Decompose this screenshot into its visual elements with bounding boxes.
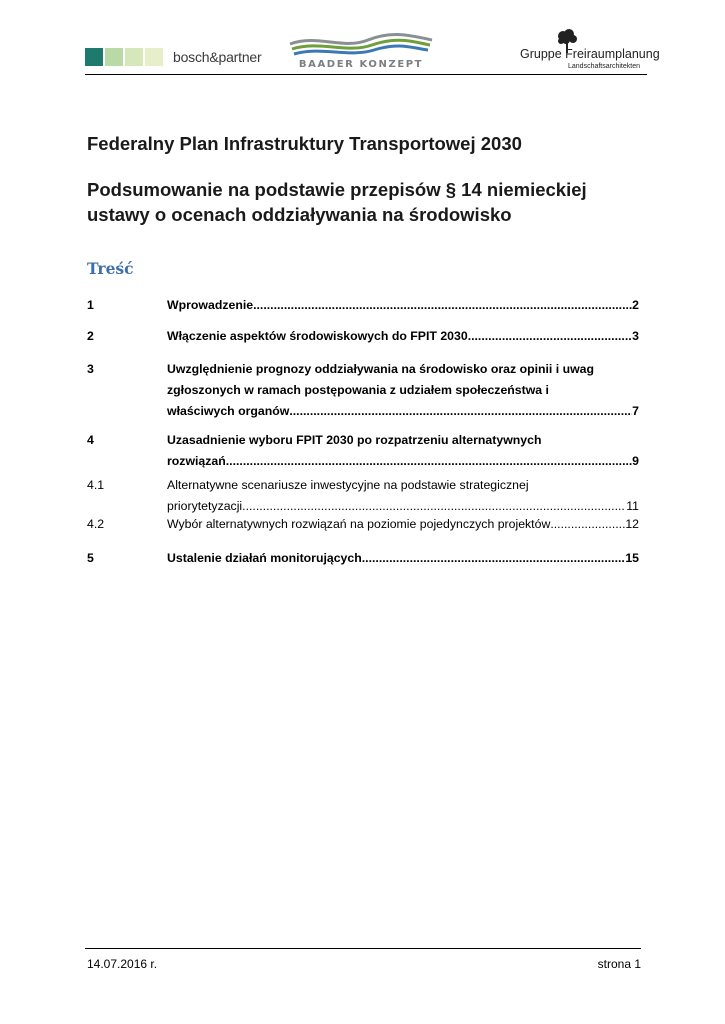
toc-entry-title: właściwych organów	[167, 404, 290, 418]
toc-entry-page: 9	[632, 454, 639, 468]
footer-date: 14.07.2016 r.	[87, 957, 158, 971]
toc-entry-title: priorytetyzacji	[167, 499, 243, 513]
landschaftsarchitekten-logo-text: Landschaftsarchitekten	[568, 63, 640, 70]
toc-entry-line	[167, 548, 639, 569]
toc-entry-number: 4.2	[87, 517, 105, 531]
toc-leader-dots	[289, 401, 632, 422]
toc-entry-page: 12	[625, 517, 639, 531]
toc-entry-page: 15	[625, 551, 639, 565]
toc-entry-title-line: Alternatywne scenariusze inwestycyjne na podstawie strategicznej	[167, 478, 529, 492]
toc-leader-dots	[550, 514, 625, 535]
logo-square	[145, 48, 163, 66]
toc-entry-page: 7	[632, 404, 639, 418]
toc-entry-title: rozwiązań	[167, 454, 226, 468]
toc-entry-line	[167, 451, 639, 472]
toc-entry-number: 3	[87, 362, 94, 376]
toc-entry-number: 4	[87, 433, 94, 447]
footer-divider	[85, 948, 641, 949]
toc-entry-title: Włączenie aspektów środowiskowych do FPIT 2030	[167, 329, 468, 343]
baader-waves-icon	[288, 32, 434, 58]
logo-square	[105, 48, 123, 66]
toc-heading: Treść	[87, 259, 134, 278]
baader-konzept-logo-text: BAADER KONZEPT	[298, 59, 424, 70]
toc-entry-line	[167, 401, 639, 422]
header-divider	[85, 74, 647, 75]
toc-entry-title-line: zgłoszonych w ramach postępowania z udziałem społeczeństwa i	[167, 383, 549, 397]
toc-entry-number: 1	[87, 298, 94, 312]
toc-entry-title: Wybór alternatywnych rozwiązań na poziomie pojedynczych projektów	[167, 517, 551, 531]
toc-entry-page: 11	[626, 499, 639, 513]
toc-entry-number: 4.1	[87, 478, 105, 492]
toc-leader-dots	[226, 451, 632, 472]
toc-entry-page: 3	[632, 329, 639, 343]
bosch-partner-logo	[85, 48, 261, 66]
toc-entry-line	[167, 295, 639, 316]
logo-square	[85, 48, 103, 66]
baader-konzept-logo	[288, 32, 434, 74]
toc-entry-number: 5	[87, 551, 94, 565]
toc-entry-number: 2	[87, 329, 94, 343]
page-header	[0, 0, 725, 80]
document-subtitle-line: ustawy o ocenach oddziaływania na środowisko	[87, 204, 512, 225]
gruppe-freiraumplanung-logo	[520, 28, 660, 72]
toc-entry-page: 2	[632, 298, 639, 312]
toc-leader-dots	[468, 326, 632, 347]
toc-entry-title: Ustalenie działań monitorujących	[167, 551, 362, 565]
logo-square	[125, 48, 143, 66]
toc-entry-title-line: Uwzględnienie prognozy oddziaływania na środowisko oraz opinii i uwag	[167, 362, 595, 376]
toc-entry-line	[167, 514, 639, 535]
toc-entry-title-line: Uzasadnienie wyboru FPIT 2030 po rozpatrzeniu alternatywnych	[167, 433, 542, 447]
document-subtitle-line: Podsumowanie na podstawie przepisów § 14 niemieckiej	[87, 179, 587, 200]
toc-leader-dots	[253, 295, 632, 316]
document-title: Federalny Plan Infrastruktury Transportowej 2030	[87, 133, 522, 154]
bosch-partner-logo-text: bosch&partner	[173, 49, 262, 65]
toc-entry-title: Wprowadzenie	[167, 298, 254, 312]
footer-page-number: strona 1	[597, 957, 641, 971]
toc-leader-dots	[362, 548, 626, 569]
gruppe-freiraumplanung-logo-text: Gruppe Freiraumplanung	[520, 47, 660, 61]
document-subtitle	[87, 177, 647, 227]
toc-entry-line	[167, 326, 639, 347]
